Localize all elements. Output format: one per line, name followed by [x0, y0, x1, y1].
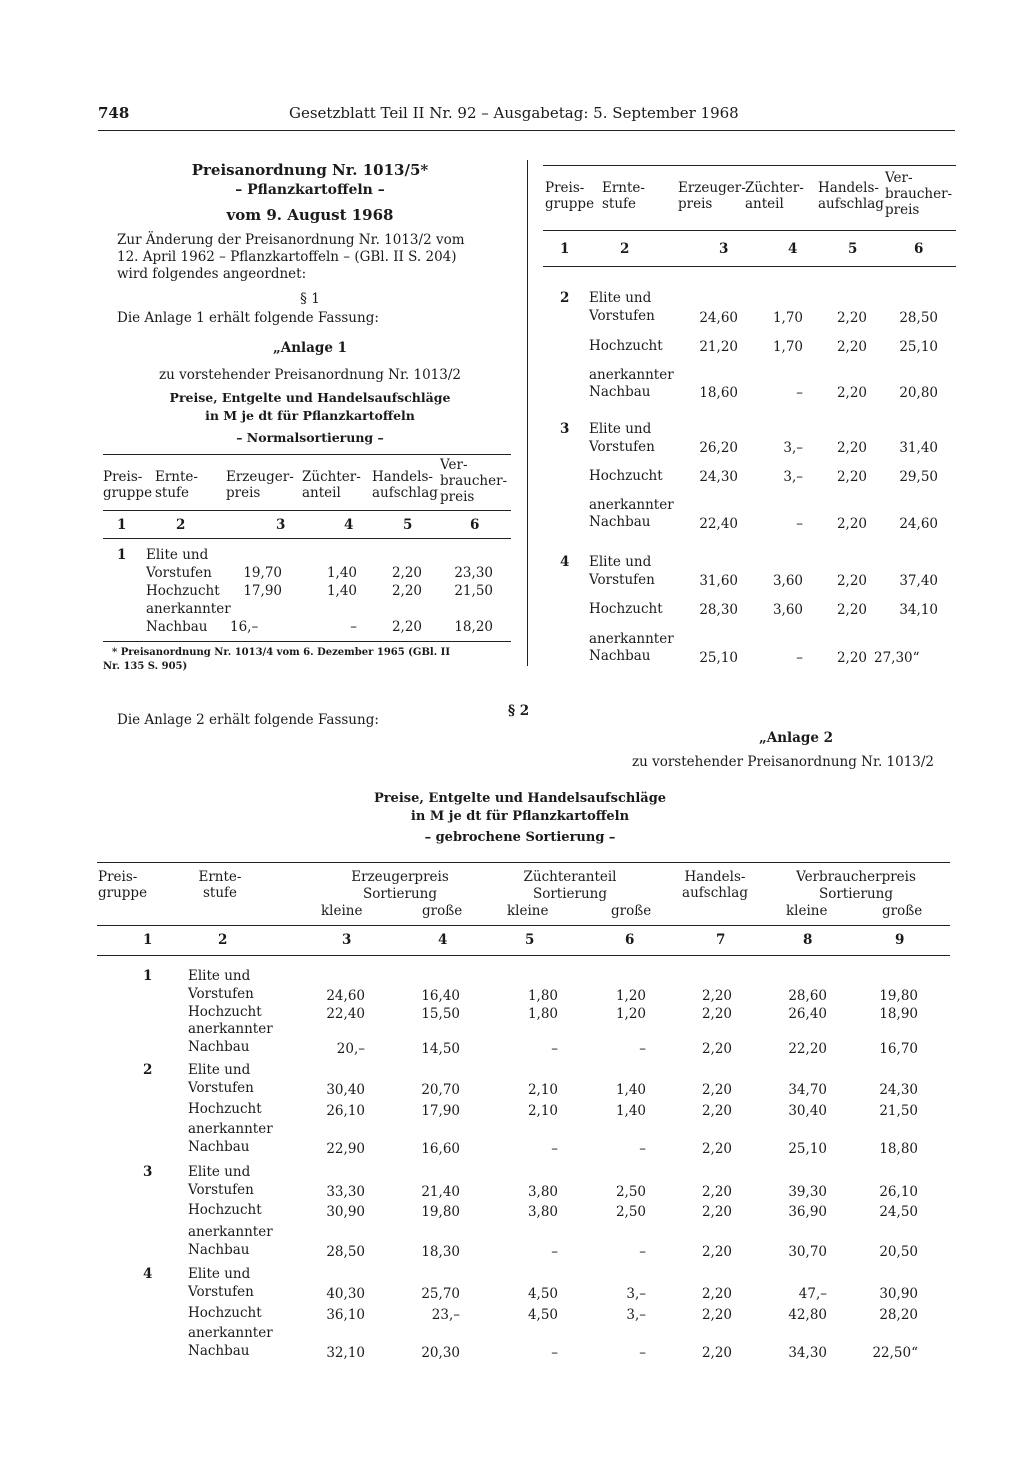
cell-value: 2,20	[836, 385, 867, 401]
stage-label: anerkannter	[188, 1325, 273, 1341]
annex-1-right-number-rule	[543, 266, 956, 267]
cell-value: 27,30“	[874, 650, 920, 666]
cell-value: 25,70	[421, 1286, 460, 1302]
group-label: 1	[143, 968, 153, 984]
stage-label: Vorstufen	[188, 986, 254, 1002]
cell-value: –	[551, 1141, 558, 1157]
cell-value: 24,30	[699, 469, 738, 485]
cell-value: 2,10	[527, 1103, 558, 1119]
cell-value: 2,20	[701, 1082, 732, 1098]
order-intro-line-3: wird folgendes angeordnet:	[117, 266, 307, 282]
cell-value: 2,20	[701, 988, 732, 1004]
stage-label: Vorstufen	[589, 439, 655, 455]
col-number: 5	[525, 932, 535, 948]
cell-value: 22,40	[699, 516, 738, 532]
cell-value: 2,50	[615, 1204, 646, 1220]
col-number: 4	[438, 932, 448, 948]
cell-value: 2,20	[391, 583, 422, 599]
cell-value: 26,10	[326, 1103, 365, 1119]
stage-label: Nachbau	[188, 1139, 250, 1155]
cell-value: 28,60	[788, 988, 827, 1004]
annex-2-reference: zu vorstehender Preisanordnung Nr. 1013/2	[632, 754, 935, 770]
col-number: 1	[143, 932, 153, 948]
col-header-consumer-price: Verbraucherpreis	[796, 869, 916, 885]
cell-value: 1,70	[772, 339, 803, 355]
cell-value: 20,80	[899, 385, 938, 401]
cell-value: 28,20	[879, 1307, 918, 1323]
cell-value: 2,20	[391, 565, 422, 581]
section-2-heading: § 2	[508, 703, 530, 719]
cell-value: 2,20	[701, 1244, 732, 1260]
col-header-breeder-share: Züchter- anteil	[302, 469, 361, 501]
cell-value: 20,30	[421, 1345, 460, 1361]
cell-value: 4,50	[527, 1307, 558, 1323]
stage-label: Elite und	[188, 1062, 251, 1078]
stage-label: anerkannter	[589, 367, 674, 383]
col-header-producer-price: Erzeuger- preis	[678, 180, 746, 212]
cell-value: 2,20	[701, 1141, 732, 1157]
cell-value: 19,80	[879, 988, 918, 1004]
cell-value: 23,30	[454, 565, 493, 581]
cell-value: 20,50	[879, 1244, 918, 1260]
cell-value: 21,40	[421, 1184, 460, 1200]
col-header-sorting: Sortierung	[818, 886, 894, 902]
cell-value: 40,30	[326, 1286, 365, 1302]
cell-value: 16,60	[421, 1141, 460, 1157]
cell-value: 28,50	[326, 1244, 365, 1260]
cell-value: 2,20	[836, 573, 867, 589]
cell-value: 30,90	[879, 1286, 918, 1302]
cell-value: 21,50	[454, 583, 493, 599]
col-header-large: große	[422, 903, 463, 919]
cell-value: 22,90	[326, 1141, 365, 1157]
annex-2-heading-1: Preise, Entgelte und Handelsaufschläge	[373, 791, 667, 806]
cell-value: 3,–	[626, 1307, 646, 1323]
page-number: 748	[98, 104, 130, 122]
cell-value: 2,50	[615, 1184, 646, 1200]
stage-label: Hochzucht	[589, 468, 663, 484]
cell-value: –	[350, 619, 357, 635]
stage-label: Vorstufen	[188, 1182, 254, 1198]
cell-value: 1,40	[615, 1103, 646, 1119]
cell-value: –	[551, 1041, 558, 1057]
cell-value: 14,50	[421, 1041, 460, 1057]
annex-1-left-number-rule	[103, 538, 511, 539]
col-header-consumer-price: Ver- braucher- preis	[885, 170, 953, 218]
cell-value: 18,60	[699, 385, 738, 401]
cell-value: 30,70	[788, 1244, 827, 1260]
cell-value: 3,60	[772, 602, 803, 618]
cell-value: 3,80	[527, 1184, 558, 1200]
cell-value: 4,50	[527, 1286, 558, 1302]
annex-1-left-bottom-rule	[103, 641, 511, 642]
cell-value: –	[639, 1345, 646, 1361]
cell-value: 24,60	[326, 988, 365, 1004]
footnote-line-2: Nr. 135 S. 905)	[103, 661, 188, 672]
cell-value: 24,60	[899, 516, 938, 532]
stage-label: anerkannter	[188, 1021, 273, 1037]
stage-label: Elite und	[589, 421, 652, 437]
cell-value: 30,90	[326, 1204, 365, 1220]
cell-value: 2,20	[701, 1103, 732, 1119]
cell-value: 2,20	[701, 1041, 732, 1057]
stage-label: Vorstufen	[188, 1080, 254, 1096]
cell-value: 26,10	[879, 1184, 918, 1200]
col-number: 1	[560, 241, 570, 257]
cell-value: 28,50	[899, 310, 938, 326]
cell-value: 26,20	[699, 440, 738, 456]
annex-1-heading-3: – Normalsortierung –	[236, 430, 384, 445]
cell-value: 2,20	[701, 1006, 732, 1022]
cell-value: 31,40	[899, 440, 938, 456]
cell-value: 2,20	[701, 1307, 732, 1323]
stage-label: Vorstufen	[589, 308, 655, 324]
section-1-heading: § 1	[300, 291, 320, 307]
annex-2-title: „Anlage 2	[759, 730, 834, 746]
stage-label: Nachbau	[188, 1242, 250, 1258]
stage-label: Hochzucht	[188, 1004, 262, 1020]
col-header-small: kleine	[507, 903, 549, 919]
col-number: 1	[117, 517, 127, 533]
col-header-price-group: Preis- gruppe	[545, 180, 595, 212]
cell-value: 32,10	[326, 1345, 365, 1361]
col-header-small: kleine	[321, 903, 363, 919]
cell-value: 2,20	[391, 619, 422, 635]
cell-value: 36,10	[326, 1307, 365, 1323]
column-divider	[527, 160, 528, 666]
cell-value: 18,30	[421, 1244, 460, 1260]
cell-value: 24,50	[879, 1204, 918, 1220]
cell-value: 26,40	[788, 1006, 827, 1022]
cell-value: 16,70	[879, 1041, 918, 1057]
annex-2-heading-3: – gebrochene Sortierung –	[424, 830, 616, 845]
col-number: 5	[403, 517, 413, 533]
cell-value: 16,–	[230, 619, 259, 635]
page-header-title: Gesetzblatt Teil II Nr. 92 – Ausgabetag: 5. September 1968	[289, 104, 739, 122]
stage-label: Vorstufen	[146, 565, 212, 581]
cell-value: 34,10	[899, 602, 938, 618]
cell-value: 18,90	[879, 1006, 918, 1022]
col-number: 5	[848, 241, 858, 257]
stage-label: anerkannter	[146, 601, 231, 617]
cell-value: 2,20	[836, 469, 867, 485]
section-2-text: Die Anlage 2 erhält folgende Fassung:	[117, 712, 379, 728]
cell-value: 1,40	[615, 1082, 646, 1098]
col-header-trade-margin: Handels- aufschlag	[372, 469, 438, 501]
annex-1-left-top-rule	[103, 454, 511, 455]
col-header-consumer-price: Ver- braucher- preis	[440, 457, 508, 505]
cell-value: –	[796, 516, 803, 532]
cell-value: –	[639, 1244, 646, 1260]
cell-value: 24,30	[879, 1082, 918, 1098]
cell-value: 31,60	[699, 573, 738, 589]
cell-value: 16,40	[421, 988, 460, 1004]
group-label: 3	[143, 1164, 153, 1180]
col-header-small: kleine	[786, 903, 828, 919]
stage-label: Vorstufen	[188, 1284, 254, 1300]
annex-2-top-rule	[97, 862, 950, 863]
annex-2-number-rule	[97, 955, 950, 956]
col-header-sorting: Sortierung	[532, 886, 608, 902]
cell-value: 25,10	[788, 1141, 827, 1157]
stage-label: anerkannter	[589, 497, 674, 513]
stage-label: Nachbau	[589, 514, 651, 530]
cell-value: 21,20	[699, 339, 738, 355]
col-number: 9	[895, 932, 905, 948]
stage-label: anerkannter	[188, 1224, 273, 1240]
annex-1-left-header-rule	[103, 510, 511, 511]
cell-value: –	[796, 385, 803, 401]
cell-value: 3,–	[783, 469, 803, 485]
cell-value: 42,80	[788, 1307, 827, 1323]
stage-label: Hochzucht	[188, 1101, 262, 1117]
cell-value: 28,30	[699, 602, 738, 618]
order-title: Preisanordnung Nr. 1013/5*	[191, 161, 429, 179]
cell-value: 3,–	[783, 440, 803, 456]
stage-label: Nachbau	[589, 648, 651, 664]
cell-value: 3,60	[772, 573, 803, 589]
col-number: 3	[342, 932, 352, 948]
group-label: 1	[117, 547, 127, 563]
cell-value: 3,80	[527, 1204, 558, 1220]
cell-value: 3,–	[626, 1286, 646, 1302]
cell-value: 30,40	[788, 1103, 827, 1119]
col-header-breeder-share: Züchter- anteil	[745, 180, 804, 212]
cell-value: 22,40	[326, 1006, 365, 1022]
annex-1-heading-2: in M je dt für Pflanzkartoffeln	[205, 408, 415, 423]
col-header-large: große	[611, 903, 652, 919]
annex-1-title: „Anlage 1	[272, 340, 348, 356]
cell-value: 17,90	[421, 1103, 460, 1119]
cell-value: 24,60	[699, 310, 738, 326]
cell-value: 18,80	[879, 1141, 918, 1157]
cell-value: –	[639, 1141, 646, 1157]
cell-value: 18,20	[454, 619, 493, 635]
col-number: 2	[620, 241, 630, 257]
col-number: 6	[625, 932, 635, 948]
cell-value: 29,50	[899, 469, 938, 485]
cell-value: 2,20	[836, 602, 867, 618]
cell-value: 47,–	[798, 1286, 827, 1302]
cell-value: 2,20	[836, 339, 867, 355]
col-number: 2	[218, 932, 228, 948]
cell-value: 30,40	[326, 1082, 365, 1098]
stage-label: Elite und	[188, 1164, 251, 1180]
col-header-harvest-stage: Ernte- stufe	[155, 469, 198, 501]
cell-value: 2,20	[836, 310, 867, 326]
stage-label: Nachbau	[188, 1039, 250, 1055]
stage-label: Hochzucht	[589, 338, 663, 354]
annex-2-heading-2: in M je dt für Pflanzkartoffeln	[410, 809, 630, 824]
cell-value: 1,80	[527, 1006, 558, 1022]
cell-value: 22,20	[788, 1041, 827, 1057]
cell-value: 25,10	[699, 650, 738, 666]
col-number: 4	[344, 517, 354, 533]
annex-1-reference: zu vorstehender Preisanordnung Nr. 1013/2	[158, 367, 462, 383]
annex-2-header-rule	[97, 925, 950, 926]
col-header-breeder-share: Züchteranteil	[523, 869, 617, 885]
stage-label: Elite und	[589, 554, 652, 570]
header-rule	[98, 130, 955, 131]
cell-value: 1,80	[527, 988, 558, 1004]
col-header-producer-price: Erzeugerpreis	[351, 869, 449, 885]
cell-value: 2,20	[701, 1345, 732, 1361]
cell-value: 20,–	[336, 1041, 365, 1057]
cell-value: 1,70	[772, 310, 803, 326]
group-label: 4	[560, 554, 570, 570]
stage-label: Nachbau	[589, 384, 651, 400]
stage-label: Elite und	[188, 968, 251, 984]
cell-value: 1,20	[615, 1006, 646, 1022]
col-header-trade-margin: Handels- aufschlag	[818, 180, 884, 212]
col-number: 4	[788, 241, 798, 257]
col-header-producer-price: Erzeuger- preis	[226, 469, 294, 501]
section-1-text: Die Anlage 1 erhält folgende Fassung:	[117, 310, 379, 326]
group-label: 4	[143, 1266, 153, 1282]
order-intro-line-1: Zur Änderung der Preisanordnung Nr. 1013/2 vom	[117, 232, 465, 248]
cell-value: 34,30	[788, 1345, 827, 1361]
col-number: 8	[803, 932, 813, 948]
cell-value: 34,70	[788, 1082, 827, 1098]
cell-value: 20,70	[421, 1082, 460, 1098]
stage-label: Elite und	[589, 290, 652, 306]
col-header-sorting: Sortierung	[362, 886, 438, 902]
cell-value: 33,30	[326, 1184, 365, 1200]
stage-label: Vorstufen	[589, 572, 655, 588]
cell-value: 22,50“	[872, 1345, 918, 1361]
col-number: 2	[176, 517, 186, 533]
cell-value: 1,40	[326, 565, 357, 581]
cell-value: –	[639, 1041, 646, 1057]
cell-value: 15,50	[421, 1006, 460, 1022]
col-number: 6	[470, 517, 480, 533]
stage-label: Hochzucht	[188, 1202, 262, 1218]
col-header-harvest-stage: Ernte- stufe	[198, 869, 242, 901]
cell-value: –	[796, 650, 803, 666]
cell-value: 2,20	[701, 1286, 732, 1302]
group-label: 2	[143, 1062, 153, 1078]
stage-label: Hochzucht	[188, 1305, 262, 1321]
col-number: 3	[276, 517, 286, 533]
cell-value: 39,30	[788, 1184, 827, 1200]
cell-value: 17,90	[243, 583, 282, 599]
col-header-harvest-stage: Ernte- stufe	[602, 180, 645, 212]
cell-value: 2,20	[701, 1204, 732, 1220]
cell-value: –	[551, 1345, 558, 1361]
cell-value: 25,10	[899, 339, 938, 355]
stage-label: anerkannter	[188, 1121, 273, 1137]
order-intro-line-2: 12. April 1962 – Pflanzkartoffeln – (GBl. II S. 204)	[117, 249, 457, 265]
col-number: 6	[914, 241, 924, 257]
order-subtitle: – Pflanzkartoffeln –	[235, 182, 385, 198]
cell-value: 19,80	[421, 1204, 460, 1220]
stage-label: Elite und	[146, 547, 209, 563]
cell-value: 37,40	[899, 573, 938, 589]
cell-value: 2,20	[836, 516, 867, 532]
cell-value: 21,50	[879, 1103, 918, 1119]
cell-value: 2,20	[836, 440, 867, 456]
stage-label: anerkannter	[589, 631, 674, 647]
group-label: 3	[560, 421, 570, 437]
stage-label: Hochzucht	[589, 601, 663, 617]
cell-value: 36,90	[788, 1204, 827, 1220]
stage-label: Hochzucht	[146, 583, 220, 599]
col-number: 3	[719, 241, 729, 257]
cell-value: 1,40	[326, 583, 357, 599]
col-header-price-group: Preis- gruppe	[98, 869, 148, 901]
cell-value: –	[551, 1244, 558, 1260]
cell-value: 2,10	[527, 1082, 558, 1098]
cell-value: 1,20	[615, 988, 646, 1004]
footnote-line-1: * Preisanordnung Nr. 1013/4 vom 6. Dezember 1965 (GBl. II	[112, 647, 451, 658]
cell-value: 2,20	[701, 1184, 732, 1200]
annex-1-right-header-rule	[543, 230, 956, 231]
annex-1-right-top-rule	[543, 165, 956, 166]
cell-value: 2,20	[836, 650, 867, 666]
group-label: 2	[560, 290, 570, 306]
cell-value: 23,–	[431, 1307, 460, 1323]
annex-1-heading-1: Preise, Entgelte und Handelsaufschläge	[169, 390, 451, 405]
order-date: vom 9. August 1968	[226, 206, 394, 224]
stage-label: Elite und	[188, 1266, 251, 1282]
cell-value: 19,70	[243, 565, 282, 581]
stage-label: Nachbau	[146, 619, 208, 635]
col-header-price-group: Preis- gruppe	[103, 469, 153, 501]
col-header-large: große	[882, 903, 923, 919]
stage-label: Nachbau	[188, 1343, 250, 1359]
col-header-trade-margin: Handels- aufschlag	[682, 869, 748, 901]
col-number: 7	[716, 932, 726, 948]
